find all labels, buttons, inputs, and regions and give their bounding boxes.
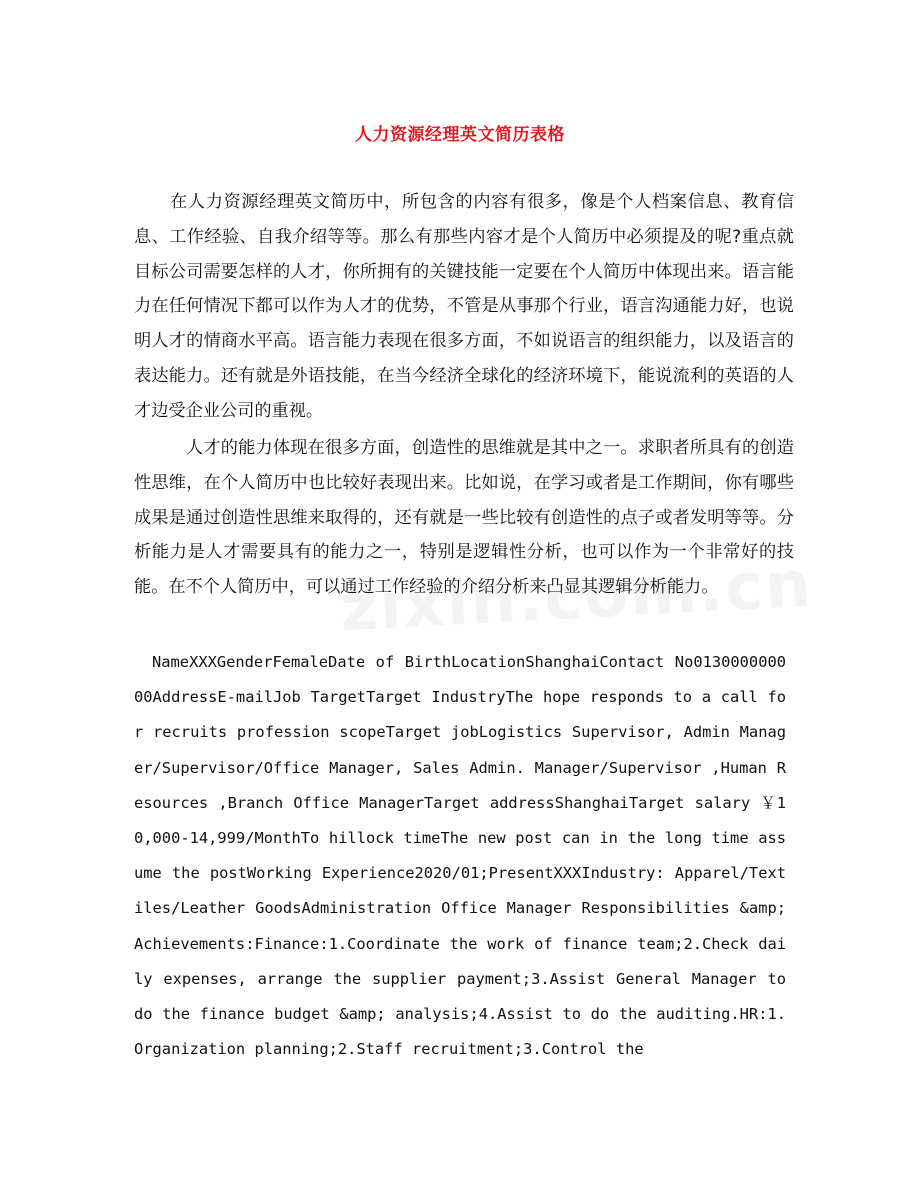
skills-paragraph: 人才的能力体现在很多方面，创造性的思维就是其中之一。求职者所具有的创造性思维，在个人简历中也比较好表现出来。比如说，在学习或者是工作期间，你有哪些成果是通过创造性思维来取得的，还有就是一些比较有创造性的点子或者发明等等。分析能力是人才需要具有的能力之一，特别是逻辑性分析，也可以作为一个非常好的技能。在不个人简历中，可以通过工作经验的介绍分析来凸显其逻辑分析能力。 [134, 438, 794, 598]
document-title: 人力资源经理英文简历表格 [355, 125, 565, 145]
intro-paragraph: 在人力资源经理英文简历中，所包含的内容有很多，像是个人档案信息、教育信息、工作经验、自我介绍等等。那么有那些内容才是个人简历中必须提及的呢?重点就目标公司需要怎样的人才，你所拥有的关键技能一定要在个人简历中体现出来。语言能力在任何情况下都可以作为人才的优势，不管是从事那个行业，语言沟通能力好，也说明人才的情商水平高。语言能力表现在很多方面，不如说语言的组织能力，以及语言的表达能力。还有就是外语技能，在当今经济全球化的经济环境下，能说流利的英语的人才边受企业公司的重视。 [134, 192, 794, 421]
resume-text-block: NameXXXGenderFemaleDate of BirthLocationShanghaiContact No013000000000AddressE-mailJob TargetTarget IndustryThe hope responds to a call for recruits profession scopeTarget jobLogistics Supervisor, Admin Manager/Supervisor/Office Manager, Sales Admin. Manager/Supervisor ,Human Resources ,Branch Office ManagerTarget addressShanghaiTarget salary ￥10,000-14,999/MonthTo hillock timeThe new post can in the long time assume the postWorking Experience2020/01;PresentXXXIndustry: Apparel/Textiles/Leather GoodsAdministration Office Manager Responsibilities &amp; Achievements:Finance:1.Coordinate the work of finance team;2.Check daily expenses, arrange the supplier payment;3.Assist General Manager to do the finance budget &amp; analysis;4.Assist to do the auditing.HR:1.Organization planning;2.Staff recruitment;3.Control the [134, 653, 786, 1059]
